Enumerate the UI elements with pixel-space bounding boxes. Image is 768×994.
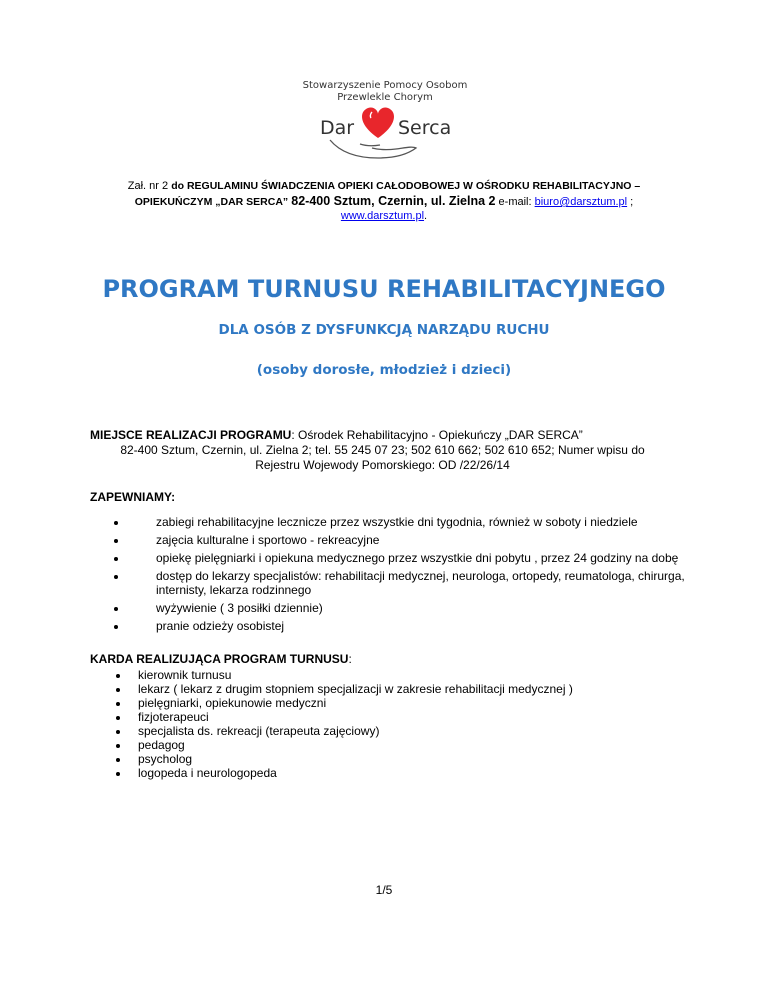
logo-org-line2: Przewlekle Chorym bbox=[337, 92, 433, 103]
logo-org-line1: Stowarzyszenie Pomocy Osobom bbox=[302, 80, 468, 91]
list-item-text: kierownik turnusu bbox=[138, 668, 232, 682]
list-item bbox=[110, 766, 700, 780]
email-sep: ; bbox=[630, 196, 634, 208]
header-line1 bbox=[60, 179, 708, 193]
location-text1: Ośrodek Rehabilitacyjno - Opiekuńczy „DAR SERCA” bbox=[294, 428, 583, 442]
list-item bbox=[110, 710, 700, 724]
bullet-icon bbox=[116, 758, 120, 762]
list-item-text: specjalista ds. rekreacji (terapeuta zajęciowy) bbox=[138, 724, 380, 738]
bullet-icon bbox=[116, 674, 120, 678]
list-item bbox=[110, 738, 700, 752]
list-item-text: zajęcia kulturalne i sportowo - rekreacyjne bbox=[156, 533, 380, 547]
bullet-icon bbox=[114, 539, 118, 543]
website-link[interactable]: www.darsztum.pl bbox=[340, 210, 425, 222]
bullet-icon bbox=[114, 557, 118, 561]
page-number: 1/5 bbox=[375, 883, 393, 897]
list-item bbox=[110, 601, 700, 615]
staff-heading-text: KARDA REALIZUJĄCA PROGRAM TURNUSU bbox=[90, 652, 349, 666]
list-item-text: wyżywienie ( 3 posiłki dziennie) bbox=[156, 601, 323, 615]
attachment-prefix: Zał. nr 2 bbox=[127, 180, 169, 192]
bullet-icon bbox=[114, 625, 118, 629]
bullet-icon bbox=[116, 702, 120, 706]
bullet-icon bbox=[114, 575, 118, 579]
subtitle-1: DLA OSÓB Z DYSFUNKCJĄ NARZĄDU RUCHU bbox=[218, 322, 550, 338]
provide-list bbox=[110, 515, 700, 637]
list-item-text: fizjoterapeuci bbox=[138, 710, 209, 724]
list-item bbox=[110, 668, 700, 682]
location-colon: : bbox=[291, 428, 295, 442]
bullet-icon bbox=[116, 688, 120, 692]
location-section bbox=[90, 428, 675, 473]
regulation-title-1: do REGULAMINU ŚWIADCZENIA OPIEKI CAŁODOBOWEJ W OŚRODKU REHABILITACYJNO – bbox=[171, 180, 641, 192]
list-item bbox=[110, 533, 700, 547]
page-title: PROGRAM TURNUSU REHABILITACYJNEGO bbox=[102, 275, 666, 303]
location-line3: Rejestru Wojewody Pomorskiego: OD /22/26/14 bbox=[255, 458, 510, 472]
list-item-text: logopeda i neurologopeda bbox=[138, 766, 277, 780]
list-item-text: zabiegi rehabilitacyjne lecznicze przez wszystkie dni tygodnia, również w soboty i niedziele bbox=[156, 515, 638, 529]
logo-word-left: Dar bbox=[320, 117, 355, 139]
heart-hand-icon bbox=[300, 102, 470, 164]
staff-heading-colon: : bbox=[348, 652, 352, 666]
header-line3 bbox=[60, 209, 708, 223]
list-item-text: psycholog bbox=[138, 752, 193, 766]
subtitle-2: (osoby dorosłe, młodzież i dzieci) bbox=[256, 362, 512, 378]
list-item-text: opiekę pielęgniarki i opiekuna medycznego przez wszystkie dni pobytu , przez 24 godziny na dobę bbox=[156, 551, 679, 565]
regulation-title-2: OPIEKUŃCZYM „DAR SERCA” bbox=[134, 196, 289, 208]
header-line2 bbox=[60, 194, 708, 209]
staff-heading bbox=[90, 652, 352, 666]
logo-word-right: Serca bbox=[398, 117, 452, 139]
location-line1 bbox=[90, 428, 675, 443]
location-line2: 82-400 Sztum, Czernin, ul. Zielna 2; tel. 55 245 07 23; 502 610 662; 502 610 652; Numer wpisu do bbox=[120, 443, 645, 457]
staff-list bbox=[110, 668, 700, 780]
bullet-icon bbox=[114, 607, 118, 611]
location-label: MIEJSCE REALIZACJI PROGRAMU bbox=[90, 428, 292, 442]
email-label: e-mail: bbox=[498, 196, 532, 208]
bullet-icon bbox=[116, 772, 120, 776]
list-item bbox=[110, 551, 700, 565]
list-item-text: lekarz ( lekarz z drugim stopniem specjalizacji w zakresie rehabilitacji medycznej ) bbox=[138, 682, 573, 696]
list-item-text: pedagog bbox=[138, 738, 185, 752]
email-link[interactable]: biuro@darsztum.pl bbox=[534, 196, 628, 208]
list-item bbox=[110, 515, 700, 529]
list-item-text: pielęgniarki, opiekunowie medyczni bbox=[138, 696, 327, 710]
list-item bbox=[110, 752, 700, 766]
bullet-icon bbox=[116, 730, 120, 734]
bullet-icon bbox=[116, 716, 120, 720]
bullet-icon bbox=[116, 744, 120, 748]
list-item-text: pranie odzieży osobistej bbox=[156, 619, 285, 633]
provide-heading: ZAPEWNIAMY: bbox=[90, 490, 176, 504]
logo bbox=[300, 76, 470, 164]
bullet-icon bbox=[114, 521, 118, 525]
address: 82-400 Sztum, Czernin, ul. Zielna 2 bbox=[291, 194, 496, 208]
list-item bbox=[110, 724, 700, 738]
list-item bbox=[110, 569, 700, 597]
list-item bbox=[110, 696, 700, 710]
list-item-text: dostęp do lekarzy specjalistów: rehabilitacji medycznej, neurologa, ortopedy, reumatologa, chirurga, internisty, lekarza rodzinnego bbox=[156, 569, 685, 597]
list-item bbox=[110, 619, 700, 633]
list-item bbox=[110, 682, 700, 696]
website-after: . bbox=[424, 210, 428, 222]
